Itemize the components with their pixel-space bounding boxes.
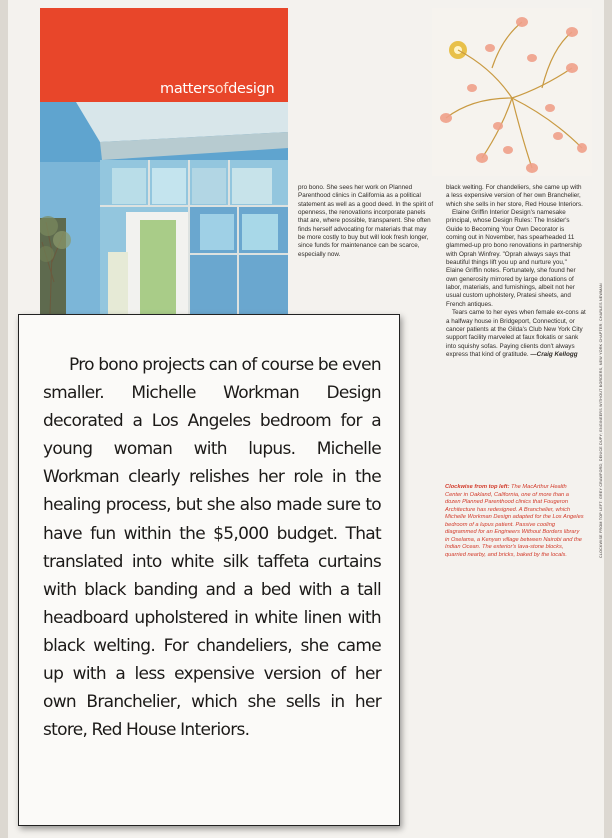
zoomed-paragraph: Pro bono projects can of course be even smaller. Michelle Workman Design decorated a Los Angeles bedroom for a young woman with lupus. Michelle Workman clearly relishes her role in the healing process, but she also made sure to have fun within the $5,000 budget. That translated into white silk taffeta curtains with black banding and a bed with a tall headboard upholstered in white linen with black welting. For chandeliers, she came up with a less expensive version of her own Branchelier, which she sells in her store, Red House Interiors. bbox=[43, 355, 381, 741]
col2-paragraph-3 bbox=[446, 309, 586, 359]
col2-paragraph-1: black welting. For chandeliers, she came up with a less expensive version of her own Branchelier, which she sells in her store, Red House Interiors. bbox=[446, 184, 583, 208]
col2-paragraph-3-text: Tears came to her eyes when female ex-cons at a halfway house in Bridgeport, Connecticut, or cancer patients at the Gilda's Club New York City support facility marveled at faux flokatis or sank into squishy sofas. Paying clients don't always express that kind of gratitude. bbox=[446, 309, 586, 358]
photo-caption bbox=[445, 484, 585, 559]
masthead-part-3: design bbox=[228, 81, 275, 97]
page-edge-right bbox=[604, 0, 612, 838]
body-column-1 bbox=[298, 184, 434, 259]
clinic-exterior-photo bbox=[40, 102, 288, 314]
branchelier-chandelier-photo bbox=[432, 8, 592, 176]
section-masthead bbox=[160, 81, 274, 97]
zoomed-text-callout bbox=[18, 314, 400, 826]
masthead-part-1: matters bbox=[160, 81, 215, 97]
branchelier-illustration bbox=[432, 8, 592, 176]
body-column-2 bbox=[446, 184, 586, 359]
author-byline: —Craig Kellogg bbox=[530, 350, 578, 358]
col2-paragraph-2: Elaine Griffin Interior Design's namesake principal, whose Design Rules: The Insider's Guide to Becoming Your Own Decorator is coming out in November, has spearheaded 11 glammed-up pro bono renovations in partnership with Oprah Winfrey. "Oprah always says that beautiful things lift you up and nurture you," Elaine Griffin notes. Fortunately, she found her own generosity mirrored by large donations of labor, materials, and furnishings, albeit not her usual custom upholstery, Pratesi sheets, and French antiques. bbox=[446, 209, 582, 308]
masthead-part-2: of bbox=[214, 81, 229, 97]
caption-text: The MacArthur Health Center in Oakland, California, one of more than a dozen Planned Parenthood clinics that Fougeron Architecture has redesigned. A Branchelier, which Michelle Workman Design adapted for the Los Angeles bedroom of a lupus patient. Passive cooling diagrammed for an Engineers Without Borders library in Oselama, a Kenyan village between Nairobi and the Indian Ocean. The exterior's lava-stone blocks, quarried nearby, and bricks, baked by the locals. bbox=[445, 484, 584, 558]
page-edge-left bbox=[0, 0, 8, 838]
col1-paragraph: pro bono. She sees her work on Planned Parenthood clinics in California as a political statement as well as a good deed. In the spirit of openness, the renovations incorporate panels that are, where possible, transparent. She often finds herself advocating for materials that may be more costly to buy but will look fresh longer, since funds for maintenance can be scarce, especially now. bbox=[298, 184, 434, 258]
caption-lead: Clockwise from top left: bbox=[445, 484, 510, 490]
photo-credits: CLOCKWISE FROM TOP LEFT: GREY CRAWFORD; DENICE DUPY; ENGINEERS WITHOUT BORDERS, NEW YORK CHAPTER; CHARLES NEWMAN bbox=[599, 283, 603, 558]
clinic-photo-illustration bbox=[40, 102, 288, 314]
